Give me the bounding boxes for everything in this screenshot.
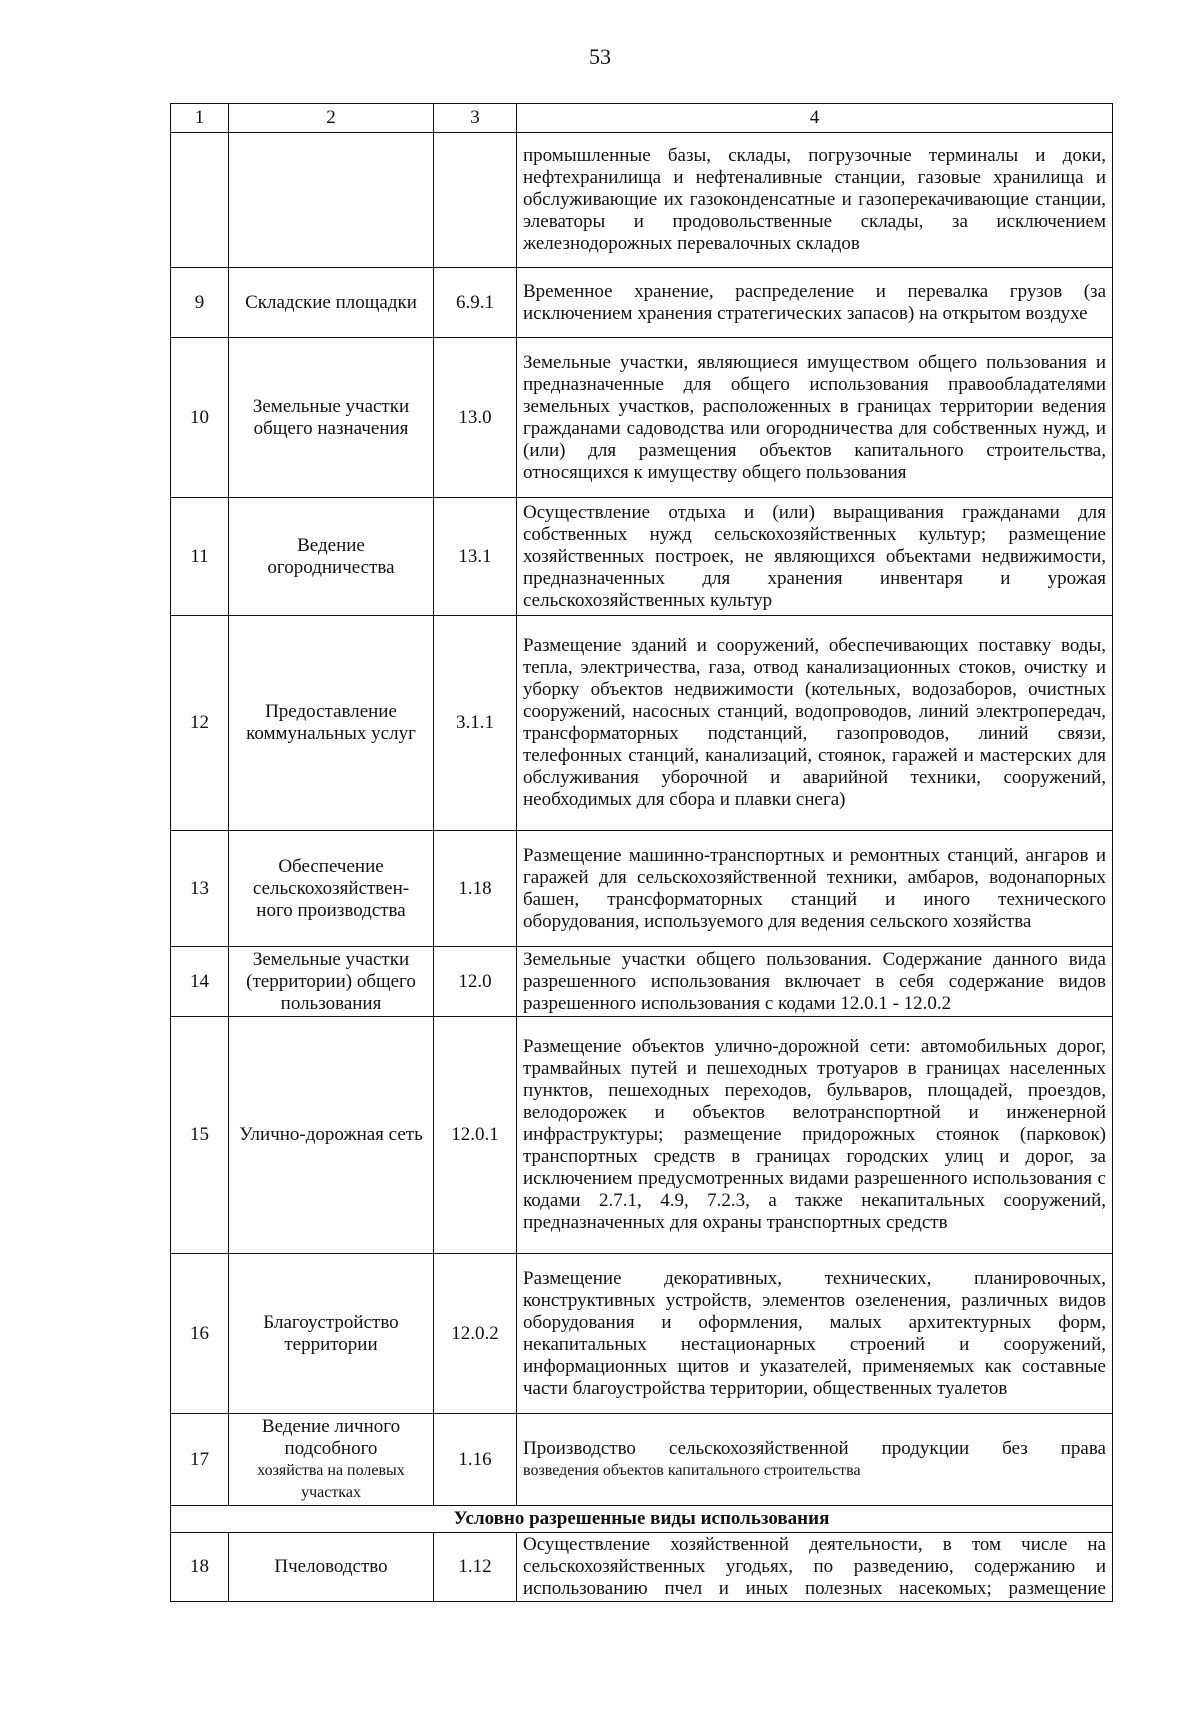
- table-row: [171, 498, 1113, 616]
- cell-name: Складские площадки: [229, 268, 434, 338]
- cell-name: Обеспечение сельскохозяйствен-ного производства: [229, 831, 434, 947]
- cell-name: Земельные участки (территории) общего пользования: [229, 947, 434, 1017]
- cell-code: 12.0.1: [434, 1017, 517, 1254]
- table-row: [171, 338, 1113, 498]
- section-row: [171, 1506, 1113, 1533]
- cell-code: 12.0.2: [434, 1254, 517, 1414]
- land-use-table: [170, 103, 1113, 1602]
- cell-num: 14: [171, 947, 229, 1017]
- cell-desc: Размещение зданий и сооружений, обеспечивающих поставку воды, тепла, электричества, газа, отвод канализационных стоков, очистку и уборку объектов недвижимости (котельных, водозаборов, очистных сооружений, насосных станций, водопроводов, линий электропередач, трансформаторных подстанций, газопроводов, линий связи, телефонных станций, канализаций, стоянок, гаражей и мастерских для обслуживания уборочной и аварийной техники, сооружений, необходимых для сбора и плавки снега): [517, 616, 1113, 831]
- table-row: [171, 268, 1113, 338]
- cell-desc: Размещение объектов улично-дорожной сети: автомобильных дорог, трамвайных путей и пешеходных тротуаров в границах населенных пунктов, пешеходных переходов, бульваров, площадей, проездов, велодорожек и объектов велотранспортной и инженерной инфраструктуры; размещение придорожных стоянок (парковок) транспортных средств в границах городских улиц и дорог, за исключением предусмотренных видами разрешенного использования с кодами 2.7.1, 4.9, 7.2.3, а также некапитальных сооружений, предназначенных для охраны транспортных средств: [517, 1017, 1113, 1254]
- cell-num: 13: [171, 831, 229, 947]
- table-row: [171, 1533, 1113, 1602]
- cell-num: 11: [171, 498, 229, 616]
- cell-code: 13.0: [434, 338, 517, 498]
- cell-num: 18: [171, 1533, 229, 1602]
- cell-desc: Осуществление отдыха и (или) выращивания гражданами для собственных нужд сельскохозяйственных культур; размещение хозяйственных построек, не являющихся объектами недвижимости, предназначенных для хранения инвентаря и урожая сельскохозяйственных культур: [517, 498, 1113, 616]
- cell-name: Пчеловодство: [229, 1533, 434, 1602]
- table-row: [171, 1017, 1113, 1254]
- cell-code: [434, 133, 517, 268]
- cell-desc: промышленные базы, склады, погрузочные терминалы и доки, нефтехранилища и нефтеналивные станции, газовые хранилища и обслуживающие их газоконденсатные и газоперекачивающие станции, элеваторы и продовольственные склады, за исключением железнодорожных перевалочных складов: [517, 133, 1113, 268]
- cell-num: 10: [171, 338, 229, 498]
- cell-desc: Осуществление хозяйственной деятельности, в том числе на сельскохозяйственных угодьях, по разведению, содержанию и использованию пчел и иных полезных насекомых; размещение: [517, 1533, 1113, 1602]
- header-col-4: 4: [517, 104, 1113, 133]
- table-row-continuation: [171, 133, 1113, 268]
- table-row: [171, 1254, 1113, 1414]
- cell-name: Предоставление коммунальных услуг: [229, 616, 434, 831]
- cell-desc-line-2: возведения объектов капитального строительства: [523, 1461, 861, 1479]
- cell-desc: Временное хранение, распределение и перевалка грузов (за исключением хранения стратегических запасов) на открытом воздухе: [517, 268, 1113, 338]
- cell-code: 1.16: [434, 1414, 517, 1506]
- header-col-3: 3: [434, 104, 517, 133]
- header-row: [171, 104, 1113, 133]
- cell-name: Земельные участки общего назначения: [229, 338, 434, 498]
- cell-name: Ведение огородничества: [229, 498, 434, 616]
- header-col-2: 2: [229, 104, 434, 133]
- cell-num: [171, 133, 229, 268]
- cell-desc: Земельные участки, являющиеся имуществом общего пользования и предназначенные для общего использования правообладателями земельных участков, расположенных в границах территории ведения гражданами садоводства или огородничества для собственных нужд, и (или) для размещения объектов капитального строительства, относящихся к имуществу общего пользования: [517, 338, 1113, 498]
- cell-code: 3.1.1: [434, 616, 517, 831]
- table-row: [171, 616, 1113, 831]
- table-row: [171, 1414, 1113, 1506]
- cell-name: [229, 133, 434, 268]
- cell-code: 1.12: [434, 1533, 517, 1602]
- cell-name: Благоустройство территории: [229, 1254, 434, 1414]
- cell-desc-line-1: Производство сельскохозяйственной продукции без права: [523, 1437, 1106, 1459]
- cell-code: 13.1: [434, 498, 517, 616]
- table-row: [171, 831, 1113, 947]
- cell-num: 17: [171, 1414, 229, 1506]
- cell-num: 9: [171, 268, 229, 338]
- cell-num: 15: [171, 1017, 229, 1254]
- cell-name-line-1: Ведение личного подсобного: [261, 1415, 401, 1459]
- cell-desc: Земельные участки общего пользования. Содержание данного вида разрешенного использования включает в себя содержание видов разрешенного использования с кодами 12.0.1 - 12.0.2: [517, 947, 1113, 1017]
- cell-num: 12: [171, 616, 229, 831]
- table-row: [171, 947, 1113, 1017]
- cell-desc: [517, 1414, 1113, 1506]
- page-number: 53: [589, 44, 611, 69]
- header-col-1: 1: [171, 104, 229, 133]
- section-title: Условно разрешенные виды использования: [171, 1506, 1113, 1533]
- cell-desc: Размещение машинно-транспортных и ремонтных станций, ангаров и гаражей для сельскохозяйственной техники, амбаров, водонапорных башен, трансформаторных станций и иного технического оборудования, используемого для ведения сельского хозяйства: [517, 831, 1113, 947]
- cell-name: Улично-дорожная сеть: [229, 1017, 434, 1254]
- cell-code: 1.18: [434, 831, 517, 947]
- cell-name-line-2: хозяйства на полевых участках: [257, 1461, 405, 1501]
- cell-desc: Размещение декоративных, технических, планировочных, конструктивных устройств, элементов озеленения, различных видов оборудования и оформления, малых архитектурных форм, некапитальных нестационарных строений и сооружений, информационных щитов и указателей, применяемых как составные части благоустройства территории, общественных туалетов: [517, 1254, 1113, 1414]
- cell-num: 16: [171, 1254, 229, 1414]
- cell-name: [229, 1414, 434, 1506]
- cell-code: 6.9.1: [434, 268, 517, 338]
- cell-code: 12.0: [434, 947, 517, 1017]
